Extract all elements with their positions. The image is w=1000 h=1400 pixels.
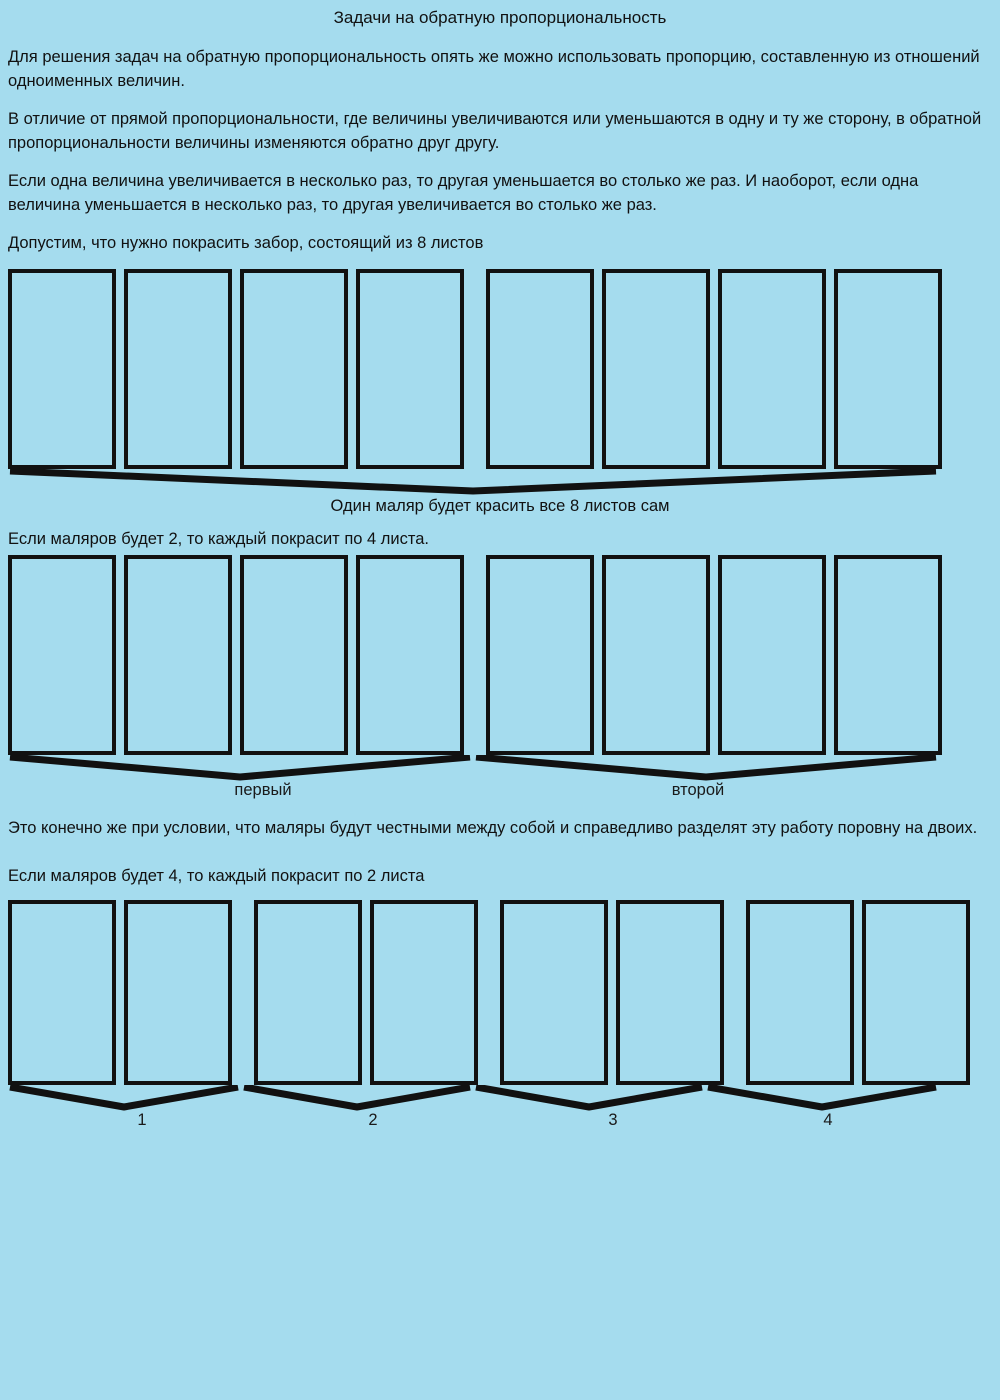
plank [718,555,826,755]
paragraph-2: В отличие от прямой пропорциональности, где величины увеличиваются или уменьшаются в одну и ту же сторону, в обратной пропорциональности величины изменяются обратно друг другу. [8,109,982,152]
fence-figure-one-painter [8,269,992,495]
figure-one-caption: Один маляр будет красить все 8 листов сам [330,497,670,516]
plank [356,269,464,469]
plank [486,269,594,469]
fence-figure-two-painters [8,555,992,807]
plank [862,900,970,1085]
plank [370,900,478,1085]
brace-icon-quarters [8,1085,938,1111]
plank [254,900,362,1085]
plank [356,555,464,755]
paragraph-3: Если одна величина увеличивается в несколько раз, то другая уменьшается во столько же раз. И наоборот, если одна величина уменьшается в несколько раз, то другая увеличивается во столько же раз. [8,171,919,214]
plank [8,269,116,469]
plank [8,900,116,1085]
brace-label: 2 [368,1111,378,1130]
paragraph-4: Допустим, что нужно покрасить забор, состоящий из 8 листов [8,233,484,252]
brace-label: второй [671,781,725,800]
plank [602,269,710,469]
plank [8,555,116,755]
page-title: Задачи на обратную пропорциональность [333,8,667,27]
plank [616,900,724,1085]
plank [240,269,348,469]
brace-label: 3 [608,1111,618,1130]
plank [240,555,348,755]
paragraph-5: Это конечно же при условии, что маляры будут честными между собой и справедливо разделят эту работу поровну на двоих. [8,819,978,838]
plank-row [8,269,992,469]
plank [602,555,710,755]
plank [834,269,942,469]
plank [124,900,232,1085]
brace-icon-halves [8,755,938,781]
figure-two-caption: Если маляров будет 2, то каждый покрасит по 4 листа. [8,530,430,549]
fence-figure-four-painters [8,900,992,1137]
plank [124,555,232,755]
plank [718,269,826,469]
plank [746,900,854,1085]
plank-row [8,555,992,755]
plank-row [8,900,992,1085]
figure-three-caption: Если маляров будет 4, то каждый покрасит по 2 листа [8,867,425,886]
brace-label: первый [234,781,292,800]
plank [486,555,594,755]
brace-label: 4 [823,1111,833,1130]
plank [500,900,608,1085]
plank [834,555,942,755]
figure-two-labels [8,781,992,807]
paragraph-1: Для решения задач на обратную пропорциональность опять же можно использовать пропорцию, составленную из отношений одноименных величин. [8,48,980,90]
figure-three-labels [8,1111,992,1137]
brace-icon-full [8,469,938,495]
plank [124,269,232,469]
brace-label: 1 [137,1111,147,1130]
